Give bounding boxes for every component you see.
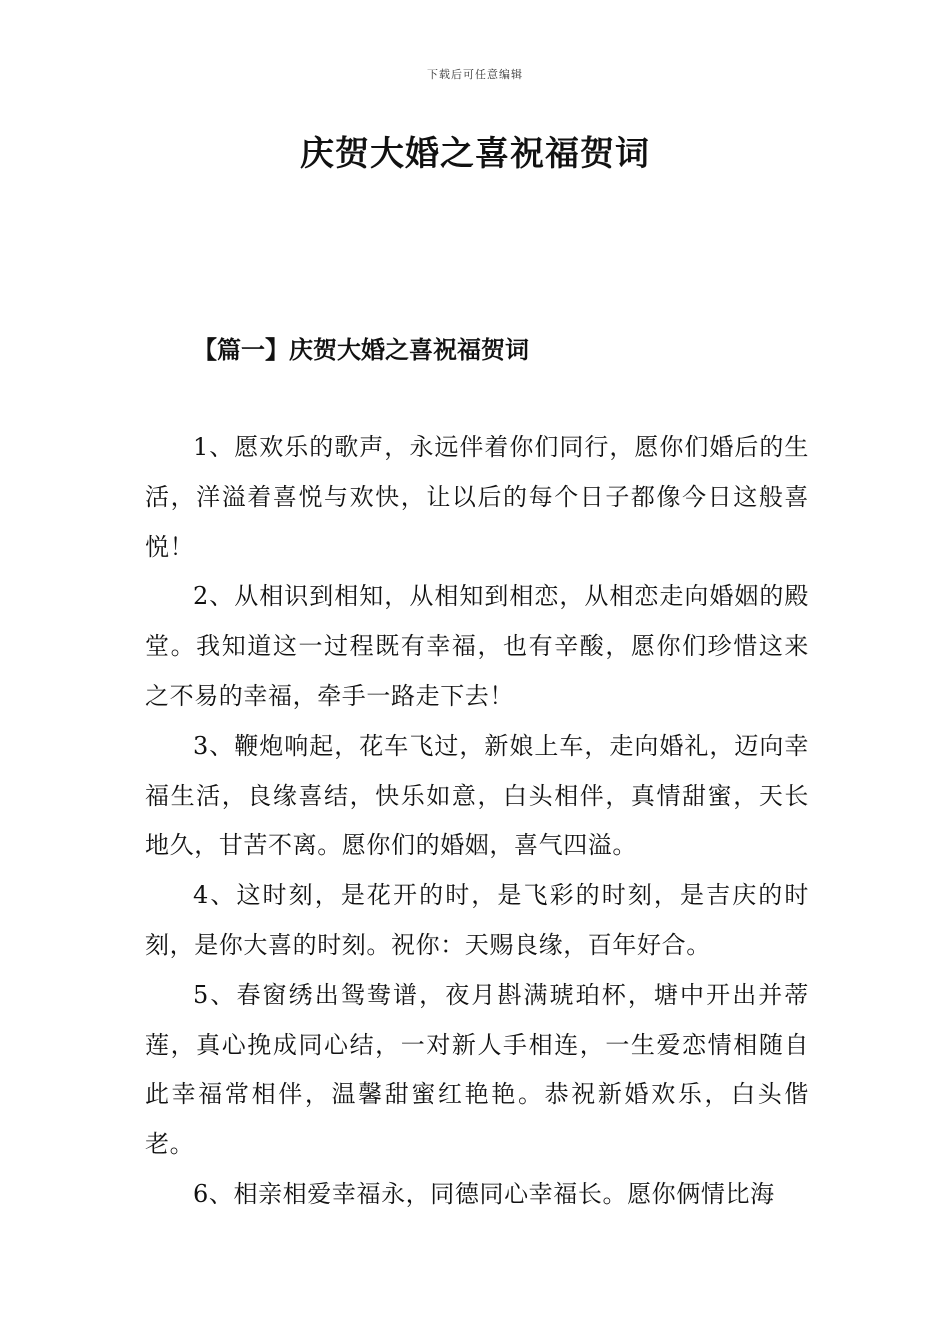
paragraph-2: 2、从相识到相知，从相知到相恋，从相恋走向婚姻的殿堂。我知道这一过程既有幸福，也有辛酸，愿你们珍惜这来之不易的幸福，牵手一路走下去！	[145, 582, 809, 710]
paragraph-6: 6、相亲相爱幸福永，同德同心幸福长。愿你俩情比海	[193, 1179, 775, 1208]
paragraph-1: 1、愿欢乐的歌声，永远伴着你们同行，愿你们婚后的生活，洋溢着喜悦与欢快，让以后的每个日子都像今日这般喜悦！	[145, 433, 809, 561]
document-title: 庆贺大婚之喜祝福贺词	[300, 134, 650, 174]
header-note: 下载后可任意编辑	[427, 68, 523, 81]
paragraph-5: 5、春窗绣出鸳鸯谱，夜月斟满琥珀杯，塘中开出并蒂莲，真心挽成同心结，一对新人手相连，一生爱恋情相随自此幸福常相伴，温馨甜蜜红艳艳。恭祝新婚欢乐，白头偕老。	[145, 980, 809, 1159]
section-heading: 【篇一】庆贺大婚之喜祝福贺词	[193, 335, 529, 364]
paragraph-3: 3、鞭炮响起，花车飞过，新娘上车，走向婚礼，迈向幸福生活，良缘喜结，快乐如意，白头相伴，真情甜蜜，天长地久，甘苦不离。愿你们的婚姻，喜气四溢。	[145, 731, 809, 860]
document-body	[145, 423, 809, 1220]
paragraph-4: 4、这时刻，是花开的时，是飞彩的时刻，是吉庆的时刻，是你大喜的时刻。祝你：天赐良缘，百年好合。	[145, 881, 809, 959]
